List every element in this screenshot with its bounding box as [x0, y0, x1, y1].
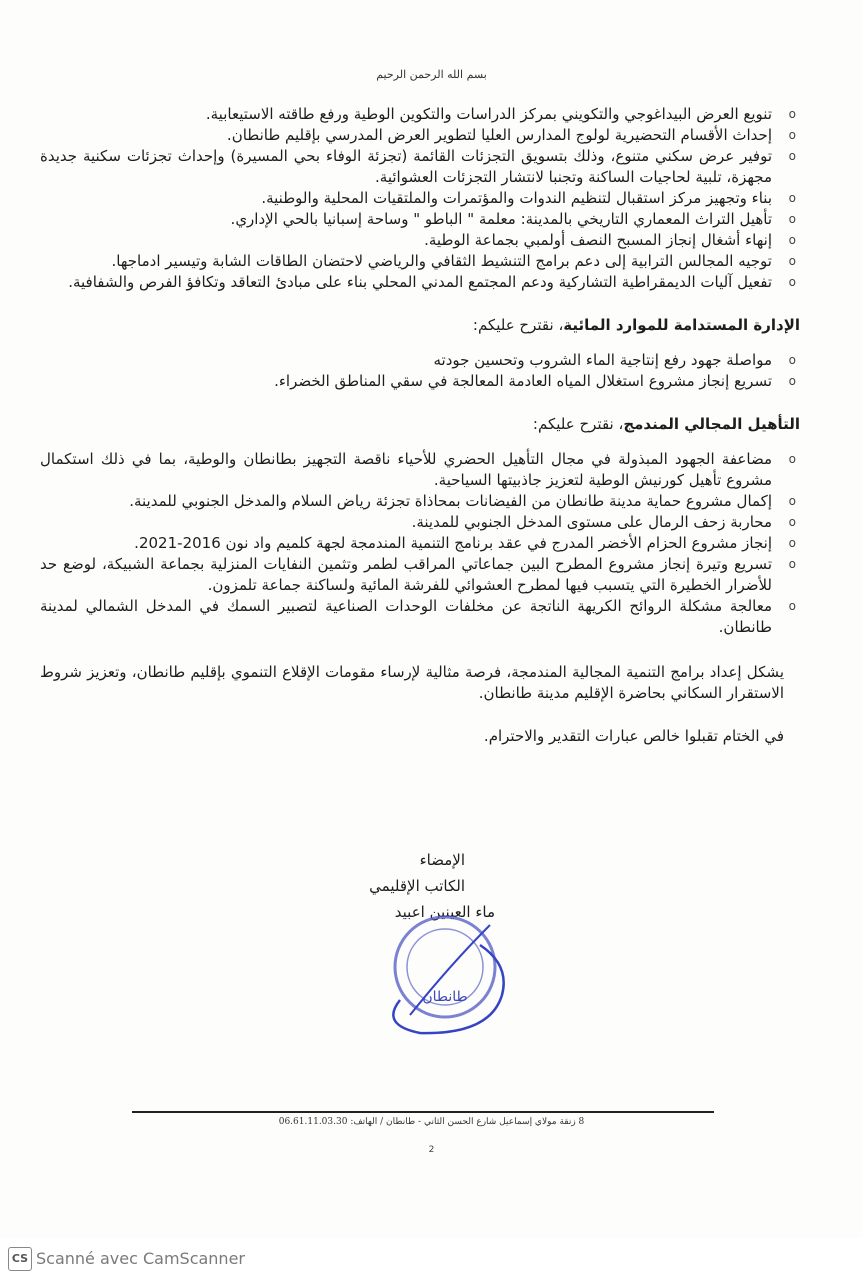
section2-heading-rest: ، نقترح عليكم: — [472, 316, 564, 334]
list-item: o إحداث الأقسام التحضيرية لولوج المدارس العليا لتطوير العرض المدرسي بإقليم طانطان. — [40, 125, 800, 146]
list-item: o بناء وتجهيز مركز استقبال لتنظيم الندوات والمؤتمرات والملتقيات المحلية والوطنية. — [40, 188, 800, 209]
closing-line: في الختام تقبلوا خالص عبارات التقدير والاحترام. — [483, 727, 784, 745]
list-item: o إنهاء أشغال إنجاز المسبح النصف أولمبي بجماعة الوطية. — [40, 230, 800, 251]
conclusion-paragraph: يشكل إعداد برامج التنمية المجالية المندمجة، فرصة مثالية لإرساء مقومات الإقلاع التنموي بإقليم طانطان، وتعزيز شروط الاستقرار السكاني بحاضرة الإقليم مدينة طانطان. — [40, 663, 784, 702]
list-item: o توجيه المجالس الترابية إلى دعم برامج التنشيط الثقافي والرياضي لاحتضان الطاقات الشابة وتيسير ادماجها. — [40, 251, 800, 272]
list-item: o معالجة مشكلة الروائح الكريهة الناتجة عن مخلفات الوحدات الصناعية لتصبير السمك في المدخل الشمالي لمدينة طانطان. — [40, 596, 800, 638]
section2-heading-bold: الإدارة المستدامة للموارد المائية — [563, 316, 800, 334]
section3-heading — [40, 414, 800, 435]
list-item: o توفير عرض سكني متنوع، وذلك بتسويق التجزئات القائمة (تجزئة الوفاء بحي المسيرة) وإحداث تجزئات سكنية جديدة مجهزة، تلبية لحاجيات الساكنة وتجنبا لانتشار التجزئات العشوائية. — [40, 146, 800, 188]
footer-divider — [132, 1111, 714, 1113]
list-item: o تسريع إنجاز مشروع استغلال المياه العادمة المعالجة في سقي المناطق الخضراء. — [40, 371, 800, 392]
list-item: o إكمال مشروع حماية مدينة طانطان من الفيضانات بمحاذاة تجزئة رياض السلام والمدخل الجنوبي للمدينة. — [40, 491, 800, 512]
section3-list — [40, 449, 800, 638]
camscanner-logo-icon: CS — [8, 1247, 32, 1271]
section2-heading — [40, 315, 800, 336]
section3-heading-rest: ، نقترح عليكم: — [532, 415, 624, 433]
footer-address: 8 زنقة مولاي إسماعيل شارع الحسن الثاني - طانطان / الهاتف: 06.61.11.03.30 — [278, 1117, 585, 1127]
camscanner-watermark: Scanné avec CamScanner — [36, 1249, 245, 1268]
section2-list — [40, 350, 800, 392]
signature-title: الكاتب الإقليمي — [369, 877, 465, 895]
signature-label: الإمضاء — [419, 851, 465, 869]
list-item: o تسريع وتيرة إنجاز مشروع المطرح البين جماعاتي المراقب لطمر وتثمين النفايات المنزلية بجماعة الشبيكة، لوضع حد للأضرار الخطيرة التي يتسبب فيها لمطرح العشوائي للفرشة المائية ولساكنة جماعة تلمزون. — [40, 554, 800, 596]
letter-body — [40, 104, 800, 747]
stamp-text: طانطان — [422, 989, 468, 1005]
page-number: 2 — [428, 1145, 435, 1155]
bismillah-header: بسم الله الرحمن الرحيم — [376, 68, 487, 81]
signature-name: ماء العينين اعبيد — [394, 903, 495, 921]
list-item: o محاربة زحف الرمال على مستوى المدخل الجنوبي للمدينة. — [40, 512, 800, 533]
list-item: o إنجاز مشروع الحزام الأخضر المدرج في عقد برنامج التنمية المندمجة لجهة كلميم واد نون 2016-2021. — [40, 533, 800, 554]
list-item: o تنويع العرض البيداغوجي والتكويني بمركز الدراسات والتكوين الوطية ورفع طاقته الاستيعابية. — [40, 104, 800, 125]
list-item: o تفعيل آليات الديمقراطية التشاركية ودعم المجتمع المدني المحلي بناء على مبادئ التعاقد وتكافؤ الفرص والشفافية. — [40, 272, 800, 293]
list-item: o مواصلة جهود رفع إنتاجية الماء الشروب وتحسين جودته — [40, 350, 800, 371]
list-item: o مضاعفة الجهود المبذولة في مجال التأهيل الحضري للأحياء ناقصة التجهيز بطانطان والوطية، بما في ذلك استكمال مشروع تأهيل كورنيش الوطية لتعزيز جاذبيتها السياحية. — [40, 449, 800, 491]
official-stamp — [380, 905, 510, 1035]
section1-list — [40, 104, 800, 293]
section3-heading-bold: التأهيل المجالي المندمج — [623, 415, 800, 433]
list-item: o تأهيل التراث المعماري التاريخي بالمدينة: معلمة " الباطو " وساحة إسبانيا بالحي الإداري. — [40, 209, 800, 230]
